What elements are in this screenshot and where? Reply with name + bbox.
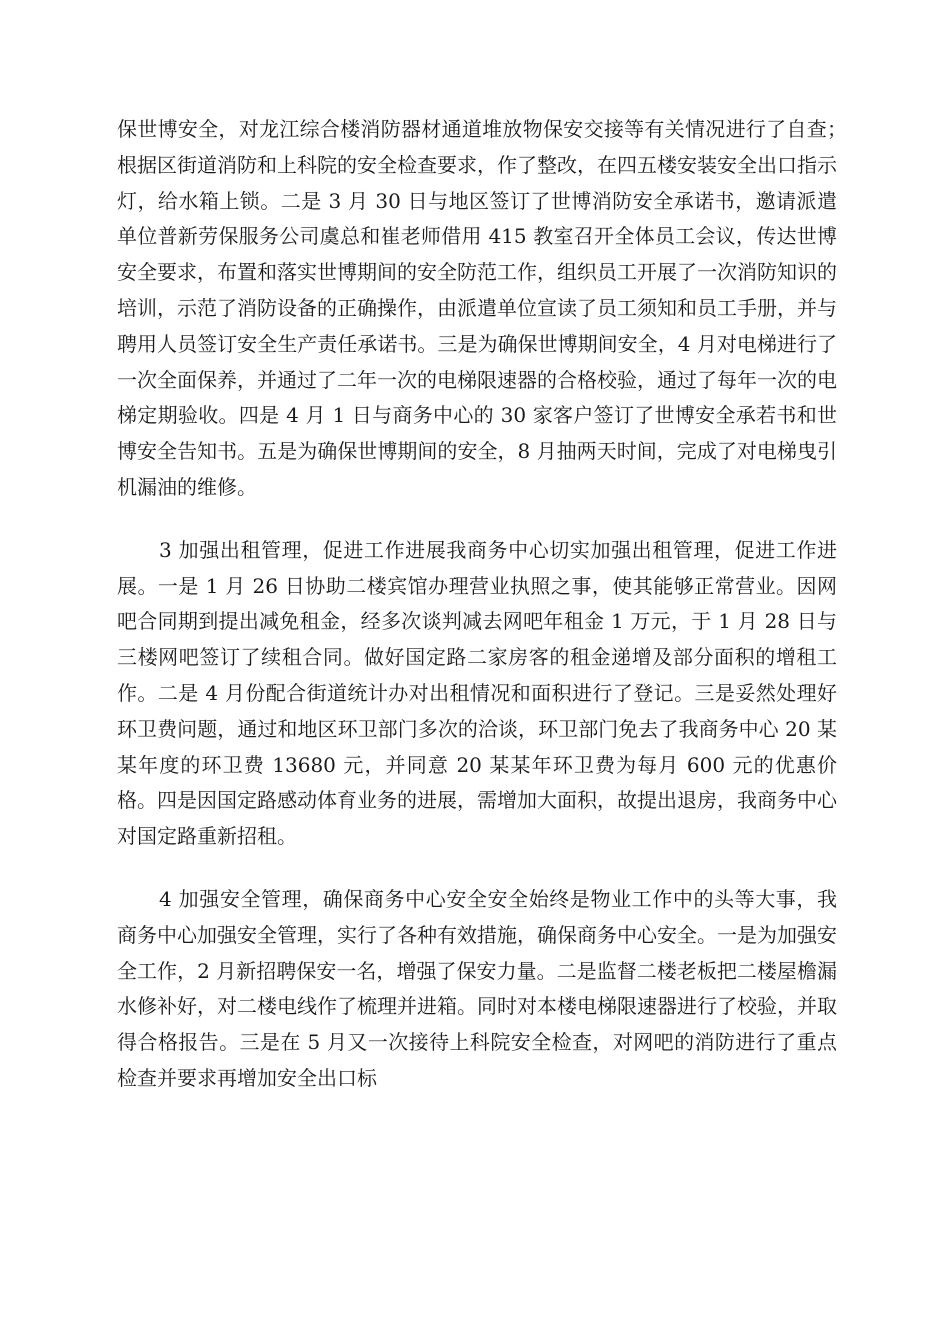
paragraph-spacer (117, 855, 837, 882)
paragraph-spacer (117, 506, 837, 533)
paragraph-fire-safety: 保世博安全，对龙江综合楼消防器材通道堆放物保安交接等有关情况进行了自查； 根据区街道消防和上科院的安全检查要求，作了整改，在四五楼安装安全出口指示灯，给水箱上锁。二是 3 月 30 日与地区签订了世博消防安全承诺书，邀请派遣单位普新劳保服务公司虞总和崔老师借用 415 教室召开全体员工会议，传达世博安全要求，布置和落实世博期间的安全防范工作，组织员工开展了一次消防知识的培训，示范了消防设备的正确操作，由派遣单位宣读了员工须知和员工手册，并与聘用人员签订安全生产责任承诺书。三是为确保世博期间安全，4 月对电梯进行了一次全面保养，并通过了二年一次的电梯限速器的合格校验，通过了每年一次的电梯定期验收。四是 4 月 1 日与商务中心的 30 家客户签订了世博安全承若书和世博安全告知书。五是为确保世博期间的安全，8 月抽两天时间，完成了对电梯曳引机漏油的维修。 (117, 117, 864, 499)
document-body (117, 112, 864, 1097)
paragraph-rental-management: 3 加强出租管理，促进工作进展我商务中心切实加强出租管理，促进工作进展。一是 1 月 26 日协助二楼宾馆办理营业执照之事，使其能够正常营业。因网吧合同期到提出减免租金，经多次谈判减去网吧年租金 1 万元，于 1 月 28 日与三楼网吧签订了续租合同。做好国定路二家房客的租金递增及部分面积的增租工作。二是 4 月份配合街道统计办对出租情况和面积进行了登记。三是妥然处理好环卫费问题，通过和地区环卫部门多次的洽谈，环卫部门免去了我商务中心 20 某某年度的环卫费 13680 元，并同意 20 某某年环卫费为每月 600 元的优惠价格。四是因国定路感动体育业务的进展，需增加大面积，故提出退房，我商务中心对国定路重新招租。 (117, 537, 837, 849)
paragraph-safety-management: 4 加强安全管理，确保商务中心安全安全始终是物业工作中的头等大事，我商务中心加强安全管理，实行了各种有效措施，确保商务中心安全。一是为加强安全工作，2 月新招聘保安一名，增强了保安力量。二是监督二楼老板把二楼屋檐漏水修补好，对二楼电线作了梳理并进箱。同时对本楼电梯限速器进行了校验，并取得合格报告。三是在 5 月又一次接待上科院安全检查，对网吧的消防进行了重点检查并要求再增加安全出口标 (117, 886, 837, 1090)
